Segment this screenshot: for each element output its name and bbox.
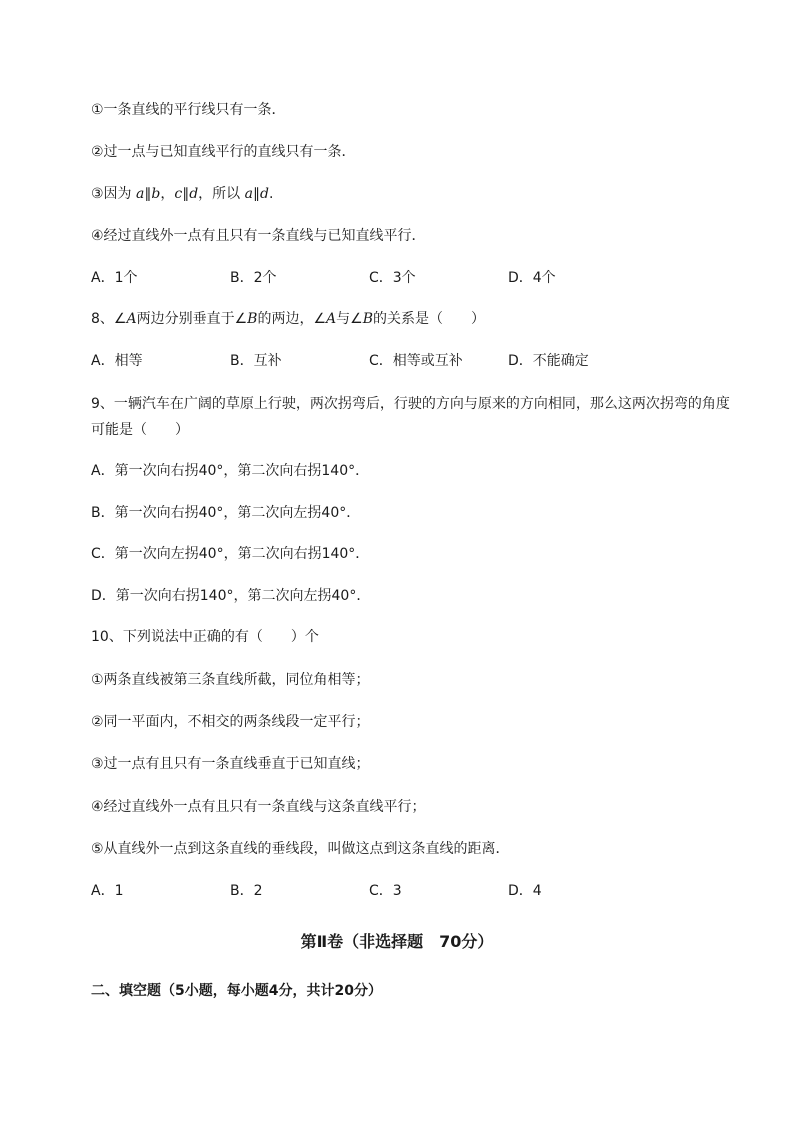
- question-number: 8、: [91, 311, 114, 327]
- option-a: A．相等: [91, 353, 143, 369]
- option-c: C．相等或互补: [369, 353, 463, 369]
- question-text: 两边分别垂直于: [136, 311, 235, 327]
- option-c: C．3: [369, 883, 402, 899]
- question-text: 的两边，: [257, 311, 314, 327]
- var-a: a: [136, 186, 145, 202]
- parallel-symbol: ∥: [144, 186, 152, 202]
- var-B: B: [362, 311, 374, 327]
- angle-symbol: ∠: [350, 311, 363, 327]
- question-text: 与: [336, 311, 351, 327]
- question-text: 的关系是（ ）: [373, 311, 486, 327]
- part-2-title: 第Ⅱ卷（非选择题 70分）: [300, 932, 494, 951]
- var-b: b: [151, 186, 161, 202]
- period: .: [268, 186, 274, 202]
- q9-option-a: A．第一次向右拐40°，第二次向右拐140°．: [91, 463, 370, 479]
- statement-1: ①一条直线的平行线只有一条．: [91, 102, 286, 118]
- option-a: A．1: [91, 883, 124, 899]
- q10-item-1: ①两条直线被第三条直线所截，同位角相等；: [91, 672, 370, 688]
- angle-symbol: ∠: [234, 311, 248, 327]
- question-9: 9、一辆汽车在广阔的草原上行驶，两次拐弯后，行驶的方向与原来的方向相同，那么这两次拐弯的角度可能是（ ）: [91, 396, 730, 438]
- section-heading: 二、填空题（5小题，每小题4分，共计20分）: [91, 983, 382, 999]
- angle-symbol: ∠: [313, 311, 327, 327]
- q10-item-4: ④经过直线外一点有且只有一条直线与这条直线平行；: [91, 799, 426, 815]
- statement-4: ④经过直线外一点有且只有一条直线与已知直线平行．: [91, 228, 426, 244]
- var-d: d: [259, 186, 269, 202]
- statement-3-mid: ，所以: [198, 186, 245, 202]
- option-b: B．2: [230, 883, 263, 899]
- question-10: 10、下列说法中正确的有（ ）个: [91, 629, 319, 645]
- var-d: d: [189, 186, 199, 202]
- statement-3-pre: ③因为: [91, 186, 137, 202]
- question-8: [91, 309, 485, 329]
- option-c: C．3个: [369, 270, 416, 286]
- angle-symbol: ∠: [113, 311, 127, 327]
- q10-item-5: ⑤从直线外一点到这条直线的垂线段，叫做这点到这条直线的距离．: [91, 841, 510, 857]
- parallel-symbol: ∥: [182, 186, 190, 202]
- q9-option-c: C．第一次向左拐40°，第二次向右拐140°．: [91, 546, 370, 562]
- option-a: A．1个: [91, 270, 138, 286]
- var-A: A: [326, 311, 337, 327]
- var-A: A: [126, 311, 137, 327]
- statement-2: ②过一点与已知直线平行的直线只有一条．: [91, 144, 356, 160]
- q9-option-d: D．第一次向右拐140°，第二次向左拐40°．: [91, 588, 371, 604]
- option-d: D．4个: [508, 270, 556, 286]
- option-b: B．互补: [230, 353, 282, 369]
- var-a: a: [244, 186, 253, 202]
- option-b: B．2个: [230, 270, 277, 286]
- parallel-symbol: ∥: [252, 186, 260, 202]
- q10-item-3: ③过一点有且只有一条直线垂直于已知直线；: [91, 756, 370, 772]
- var-c: c: [174, 186, 183, 202]
- q9-option-b: B．第一次向右拐40°，第二次向左拐40°．: [91, 505, 361, 521]
- statement-3: [91, 184, 273, 204]
- option-d: D．4: [508, 883, 542, 899]
- q10-item-2: ②同一平面内，不相交的两条线段一定平行；: [91, 714, 370, 730]
- var-B: B: [247, 311, 258, 327]
- comma: ，: [160, 186, 175, 202]
- option-d: D．不能确定: [508, 353, 589, 369]
